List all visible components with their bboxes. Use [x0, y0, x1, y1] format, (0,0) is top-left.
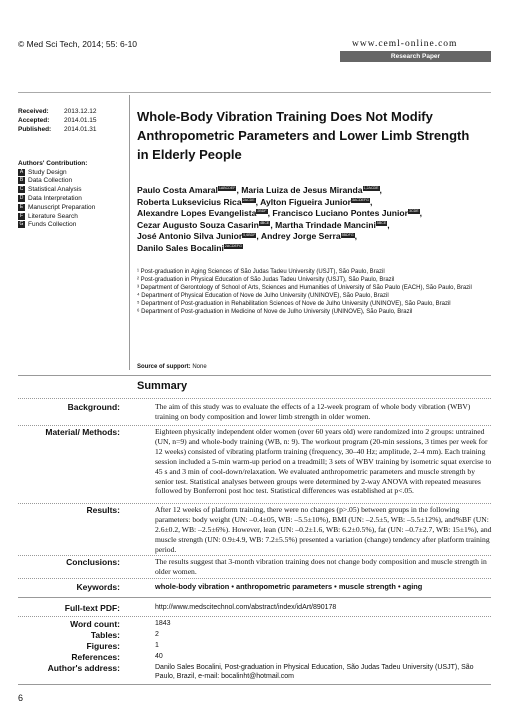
- author-role-tag: 1,2ACDE: [363, 186, 379, 191]
- affiliation-item: ⁴ Department of Physical Education of Nove de Julho University (UNINOVE), São Paulo, Brazil: [137, 293, 389, 299]
- author-name: Francisco Luciano Pontes Junior: [272, 208, 408, 219]
- author-role-tag: 3ACDEFG: [351, 197, 369, 202]
- column-divider: [129, 95, 130, 370]
- affiliation-item: ⁶ Department of Post-graduation in Medicine of Nove de Julho University (UNINOVE), São Paulo, Brazil: [137, 309, 413, 315]
- contribution-item: D Data Interpretation: [19, 195, 82, 203]
- contribution-item: F Literature Search: [19, 212, 78, 220]
- author-name: José Antonio Silva Junior: [137, 231, 243, 242]
- affiliations: [137, 268, 472, 316]
- author-role-tag: 4BCE: [259, 220, 270, 225]
- summary-divider: [18, 375, 491, 376]
- bottom-divider: [18, 684, 491, 685]
- background-text: The aim of this study was to evaluate the effects of a 12-week program of whole body vibration (WBV) training on body composition and lower limb strength in older women.: [155, 402, 471, 421]
- author-role-tag: 5,6BDF: [243, 232, 256, 237]
- authors-contribution: [18, 160, 95, 230]
- author-name: Paulo Costa Amaral: [137, 185, 218, 195]
- keywords-text: whole-body vibration • anthropometric parameters • muscle strength • aging: [155, 582, 423, 591]
- author-role-tag: 2ACDE: [242, 197, 255, 202]
- contribution-item: G Funds Collection: [19, 221, 77, 229]
- affiliation-item: ¹ Post-graduation in Aging Sciences of São Judas Tadeu University (USJT), São Paulo, Brazil: [137, 269, 385, 275]
- methods-label: Material/ Methods:: [45, 427, 120, 437]
- section-badge: Research Paper: [340, 51, 491, 62]
- footer-divider: [18, 597, 491, 598]
- contribution-heading: Authors' Contribution:: [18, 160, 88, 167]
- fulltext-link[interactable]: http://www.medscitechnol.com/abstract/index/idArt/890178: [155, 604, 337, 611]
- dotted-divider: [18, 425, 491, 426]
- author-name: Andrey Jorge Serra: [260, 231, 341, 242]
- dotted-divider: [18, 578, 491, 579]
- conclusions-text: The results suggest that 3-month vibration training does not change body composition and muscle strength in older women.: [155, 557, 487, 576]
- author-role-tag: 3CDE: [409, 209, 419, 214]
- affiliation-item: ² Post-graduation in Physical Education of São Judas Tadeu University (USJT), São Paulo, Brazil: [137, 277, 395, 283]
- dotted-divider: [18, 398, 491, 399]
- affiliation-item: ³ Department of Gerontology of School of Arts, Sciences and Humanities of University of São Paulo (EACH), São Paulo, Brazil: [137, 285, 472, 291]
- source-of-support: Source of support: None: [137, 364, 207, 370]
- author-name: Aylton Figueira Junior: [260, 196, 351, 207]
- author-name: Maria Luiza de Jesus Miranda: [241, 185, 363, 195]
- contribution-item: E Manuscript Preparation: [19, 203, 96, 212]
- affiliation-item: ⁵ Department of Post-graduation in Rehabilitation Sciences of Nove de Julho University (UNINOVE), São Paulo, Brazil: [137, 301, 451, 307]
- contribution-item: C Statistical Analysis: [19, 186, 82, 194]
- author-role-tag: 1ABCDEF: [218, 186, 236, 191]
- contribution-item: A Study Design: [19, 168, 67, 176]
- date-published: Published: 2014.01.31: [18, 126, 97, 133]
- summary-heading: Summary: [137, 380, 188, 392]
- author-role-tag: 5BDFG: [341, 232, 354, 237]
- results-text: After 12 weeks of platform training, there were no changes (p>.05) between groups in the following parameters: body weight (UN: –0.4±05, WB: –5.5±10%), BMI (UN: –2.5±5, WB: –5.5±12%), and%BF (UN: 2.6±0.2, WB: –2.5±6%). However, lean (UN: –0.2±1.6, WB: 6.2±0.5%), fat (UN: –0.7±2.7, WB: 15±1%), and muscle strength (UN: 0.9±4.9, WB: 7.2±5.5%) presented a variation (change) tendency after platform training period.: [155, 505, 492, 554]
- author-address: Danilo Sales Bocalini, Post-graduation in Physical Education, São Judas Tadeu University (USJT), São Paulo, Brazil, e-mail: bocalinht@hotmail.com: [155, 664, 474, 680]
- publication-dates: [18, 107, 97, 134]
- background-label: Background:: [67, 402, 120, 412]
- header-divider: [18, 92, 491, 93]
- date-received: Received: 2013.12.12: [18, 108, 97, 115]
- article-title: Whole-Body Vibration Training Does Not Modify Anthropometric Parameters and Lower Limb Strength in Elderly People: [137, 109, 470, 162]
- author-name: Alexandre Lopes Evangelista: [137, 208, 257, 219]
- journal-citation: © Med Sci Tech, 2014; 55: 6-10: [18, 39, 138, 49]
- author-name: Martha Trindade Mancini: [275, 219, 376, 230]
- page-number: 6: [18, 693, 24, 703]
- dotted-divider: [18, 555, 491, 556]
- conclusions-label: Conclusions:: [66, 557, 120, 567]
- author-name: Cezar Augusto Souza Casarin: [137, 219, 259, 230]
- author-name: Roberta Luksevicius Rica: [137, 196, 242, 207]
- date-accepted: Accepted: 2014.01.15: [18, 117, 97, 124]
- contribution-item: B Data Collection: [19, 177, 73, 185]
- author-role-tag: 2ACDEFG: [224, 244, 242, 249]
- author-list: Paulo Costa Amaral1ABCDEF, Maria Luiza de Jesus Miranda1,2ACDE, Roberta Luksevicius Rica2ACDE, Aylton Figueira Junior3ACDEFG, Alexandre Lopes Evangelista2BDF, Francisco Luciano Pontes Junior3CDE, Cezar Augusto Souza Casarin4BCE, Martha Trindade Mancini5BCE, José Antonio Silva Junior5,6BDF, Andrey Jorge Serra5BDFG, Danilo Sales Bocalini2ACDEFG: [137, 185, 422, 253]
- author-role-tag: 2BDF: [257, 209, 267, 214]
- author-name: Danilo Sales Bocalini: [137, 242, 224, 253]
- author-role-tag: 5BCE: [376, 220, 387, 225]
- keywords-label: Keywords:: [76, 582, 120, 592]
- results-label: Results:: [86, 505, 120, 515]
- journal-website: www.ceml-online.com: [352, 39, 458, 49]
- dotted-divider: [18, 616, 491, 617]
- methods-text: Eighteen physically independent older women (over 60 years old) were randomized into 2 groups: untrained (UN, n=9) and whole-body training (WB, n: 9). The workout program (20-min sessions, 3 times per week for 12 weeks) consisted of vibrating platform training (frequency, 30–40 Hz; amplitude, 2–4 mm). Each training session included a 5-min warm-up period on a treadmill; 3 sets of WBV training by isometric squat exercise to 45 s and 3 min of cool-down/relaxation. We evaluated anthropometric parameters and muscle strength by senior test. Statistical analyses between groups were determined by 2-way ANOVA with repeated measures followed by Bonferroni post hoc test. Statistical differences was established at p<.05.: [155, 427, 492, 496]
- dotted-divider: [18, 503, 491, 504]
